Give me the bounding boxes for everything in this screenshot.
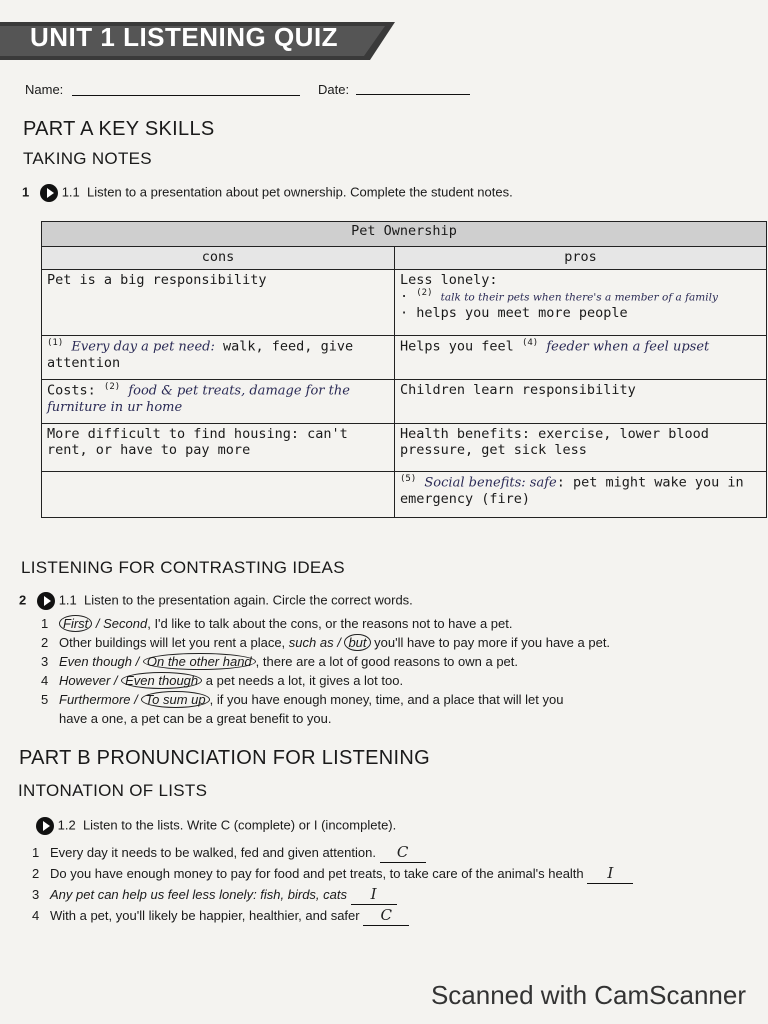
- list-item: 3 Any pet can help us feel less lonely: fish, birds, cats I: [32, 884, 752, 905]
- option[interactable]: Even though: [59, 654, 133, 669]
- notes-table: [41, 221, 767, 518]
- list-item: 1 Every day it needs to be walked, fed and given attention. C: [32, 842, 752, 863]
- option-circled[interactable]: On the other hand: [143, 653, 256, 670]
- pros-text: Children learn responsibility: [400, 382, 636, 398]
- play-audio-icon[interactable]: [37, 592, 55, 610]
- instruction-text: Listen to a presentation about pet ownership. Complete the student notes.: [87, 184, 513, 200]
- blank-number: (1): [47, 338, 64, 348]
- pros-bullet: helps you meet more people: [416, 304, 628, 321]
- blank-number: (2): [416, 288, 433, 298]
- cons-text: Pet is a big responsibility: [47, 272, 267, 288]
- pros-text: Health benefits: exercise, lower blood pressure, get sick less: [400, 426, 709, 458]
- taking-notes-heading: TAKING NOTES: [23, 149, 152, 168]
- option[interactable]: However: [59, 673, 111, 688]
- handwritten-answer[interactable]: talk to their pets when there's a member of a family: [440, 291, 718, 304]
- handwritten-answer[interactable]: food & pet treats, damage for the furniture in ur home: [47, 383, 350, 415]
- answer-blank[interactable]: I: [351, 884, 397, 905]
- intonation-heading: INTONATION OF LISTS: [18, 781, 208, 800]
- camscanner-watermark: Scanned with CamScanner: [430, 980, 746, 1010]
- option-circled[interactable]: To sum up: [141, 691, 209, 708]
- name-label: Name:: [25, 82, 64, 97]
- option[interactable]: Furthermore: [59, 692, 131, 707]
- table-row: [42, 380, 767, 424]
- pros-header: pros: [395, 247, 767, 270]
- play-audio-icon[interactable]: [36, 817, 54, 835]
- option-circled[interactable]: First: [59, 615, 92, 632]
- blank-number: (2): [103, 382, 121, 392]
- list-item: 2 Other buildings will let you rent a place, such as / but you'll have to pay more if you have a pet.: [41, 635, 611, 650]
- answer-blank[interactable]: I: [587, 863, 633, 884]
- track-number: 1.1: [58, 592, 77, 608]
- answer-blank[interactable]: C: [380, 842, 426, 863]
- list-item: 4 With a pet, you'll likely be happier, healthier, and safer C: [32, 905, 752, 926]
- option[interactable]: such as: [288, 635, 334, 650]
- track-number: 1.1: [61, 184, 80, 200]
- name-field[interactable]: [72, 95, 300, 96]
- list-item: 5 Furthermore / To sum up , if you have enough money, time, and a place that will let you: [41, 692, 564, 707]
- date-field[interactable]: [356, 94, 470, 95]
- pros-text: : pet might wake you in emergency (fire): [400, 474, 744, 507]
- list-item: 3 Even though / On the other hand , there are a lot of good reasons to own a pet.: [41, 654, 519, 669]
- play-audio-icon[interactable]: [40, 184, 58, 202]
- part-a-title: PART A KEY SKILLS: [23, 118, 215, 140]
- contrasting-ideas-heading: LISTENING FOR CONTRASTING IDEAS: [21, 558, 345, 577]
- handwritten-answer[interactable]: feeder when a feel upset: [546, 339, 710, 355]
- lists-questions: [32, 842, 752, 926]
- quiz-title: UNIT 1 LISTENING QUIZ: [30, 22, 339, 52]
- cons-text: More difficult to find housing: can't rent, or have to pay more: [47, 426, 348, 458]
- list-item: 4 However / Even though a pet needs a lot, it gives a lot too.: [41, 673, 404, 688]
- table-row: [42, 424, 767, 472]
- option-circled[interactable]: but: [344, 634, 370, 651]
- list-item: 1 First / Second, I'd like to talk about the cons, or the reasons not to have a pet.: [41, 616, 513, 631]
- cons-text: walk, feed, give attention: [47, 338, 354, 371]
- blank-number: (4): [521, 338, 539, 348]
- table-row: [42, 336, 767, 380]
- question-number: 1: [22, 184, 30, 200]
- track-number: 1.2: [57, 817, 76, 833]
- list-item: 2 Do you have enough money to pay for food and pet treats, to take care of the animal's health I: [32, 863, 752, 884]
- instruction-text: Listen to the lists. Write C (complete) or I (incomplete).: [82, 817, 397, 833]
- date-label: Date:: [318, 82, 350, 97]
- option-circled[interactable]: Even though: [121, 672, 202, 689]
- pros-text: Helps you feel: [400, 338, 514, 355]
- circle-words-list: [41, 614, 741, 728]
- cons-header: cons: [42, 247, 395, 270]
- list-item-continued: have a one, a pet can be a great benefit to you.: [59, 711, 332, 726]
- table-title: Pet Ownership: [42, 222, 767, 247]
- part-b-title: PART B PRONUNCIATION FOR LISTENING: [19, 747, 430, 769]
- blank-number: (5): [400, 474, 417, 484]
- pros-heading: Less lonely:: [400, 272, 498, 288]
- handwritten-answer[interactable]: Social benefits: safe: [424, 475, 557, 491]
- answer-blank[interactable]: C: [363, 905, 409, 926]
- table-row: Pet is a big responsibility Less lonely: · $^{(2)}$ talk to their pets when there's a member of a family · helps you meet more people: [42, 270, 767, 336]
- handwritten-answer[interactable]: Every day a pet need:: [71, 339, 215, 355]
- instruction-text: Listen to the presentation again. Circle the correct words.: [84, 592, 413, 608]
- question-number: 2: [19, 592, 27, 608]
- option[interactable]: Second: [103, 616, 148, 631]
- table-row: [42, 472, 767, 518]
- cons-text: Costs:: [47, 382, 96, 399]
